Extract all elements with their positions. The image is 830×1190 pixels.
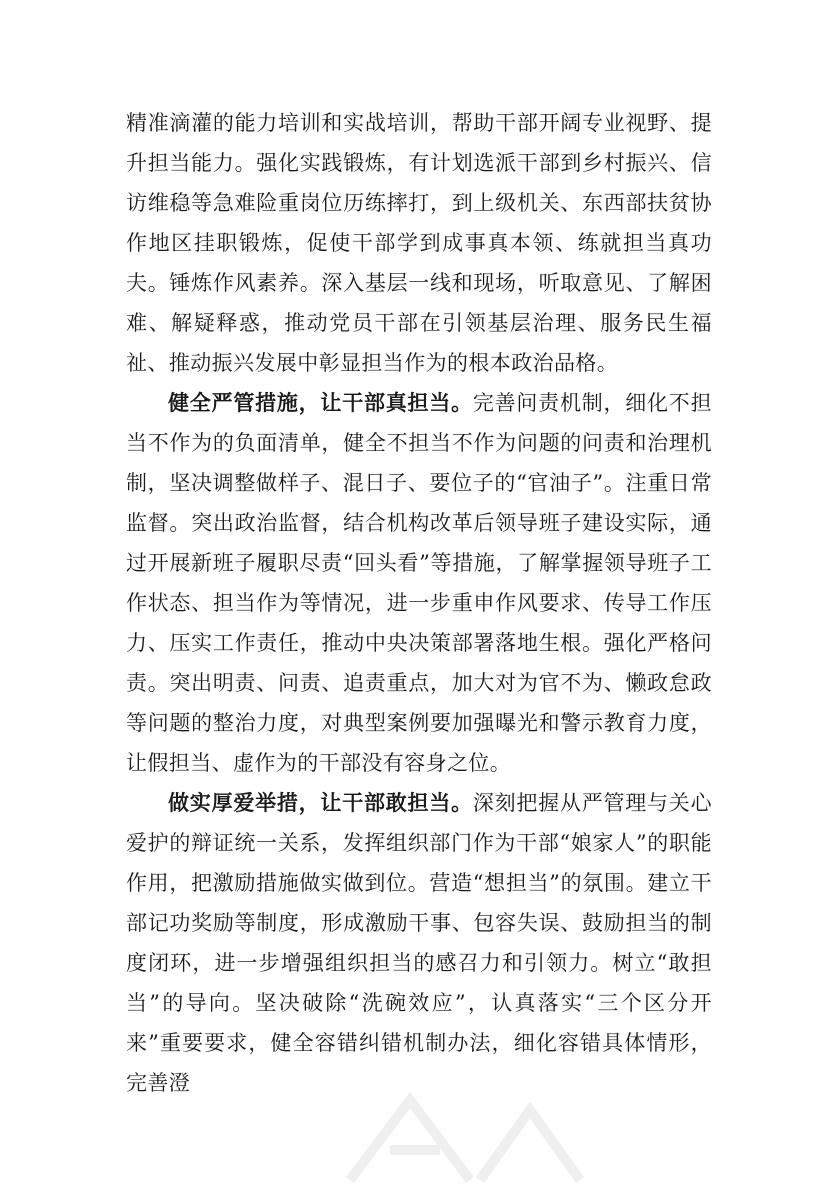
paragraph-2-body: 完善问责机制，细化不担当不作为的负面清单，健全不担当不作为问题的问责和治理机制，坚决调整做样子、混日子、要位子的“官油子”。注重日常监督。突出政治监督，结合机构改革后领导班子建设实际，通过开展新班子履职尽责“回头看”等措施，了解掌握领导班子工作状态、担当作为等情况，进一步重申作风要求、传导工作压力、压实工作责任，推动中央决策部署落地生根。强化严格问责。突出明责、问责、追责重点，加大对为官不为、懒政怠政等问题的整治力度，对典型案例要加强曝光和警示教育力度，让假担当、虚作为的干部没有容身之位。 bbox=[126, 391, 712, 775]
paragraph-2 bbox=[126, 383, 712, 783]
paragraph-1-body: 精准滴灌的能力培训和实战培训，帮助干部开阔专业视野、提升担当能力。强化实践锻炼，有计划选派干部到乡村振兴、信访维稳等急难险重岗位历练摔打，到上级机关、东西部扶贫协作地区挂职锻炼，促使干部学到成事真本领、练就担当真功夫。锤炼作风素养。深入基层一线和现场，听取意见、了解困难、解疑释惑，推动党员干部在引领基层治理、服务民生福祉、推动振兴发展中彰显担当作为的根本政治品格。 bbox=[126, 111, 712, 375]
paragraph-2-lead: 健全严管措施，让干部真担当。 bbox=[168, 391, 473, 415]
document-body bbox=[126, 103, 712, 1103]
paragraph-1 bbox=[126, 103, 712, 383]
paragraph-3 bbox=[126, 783, 712, 1103]
paragraph-3-body: 深刻把握从严管理与关心爱护的辩证统一关系，发挥组织部门作为干部“娘家人”的职能作用，把激励措施做实做到位。营造“想担当”的氛围。建立干部记功奖励等制度，形成激励干事、包容失误、鼓励担当的制度闭环，进一步增强组织担当的感召力和引领力。树立“敢担当”的导向。坚决破除“洗碗效应”，认真落实“三个区分开来”重要要求，健全容错纠错机制办法，细化容错具体情形，完善澄 bbox=[126, 791, 712, 1095]
paragraph-3-lead: 做实厚爱举措，让干部敢担当。 bbox=[168, 791, 473, 815]
